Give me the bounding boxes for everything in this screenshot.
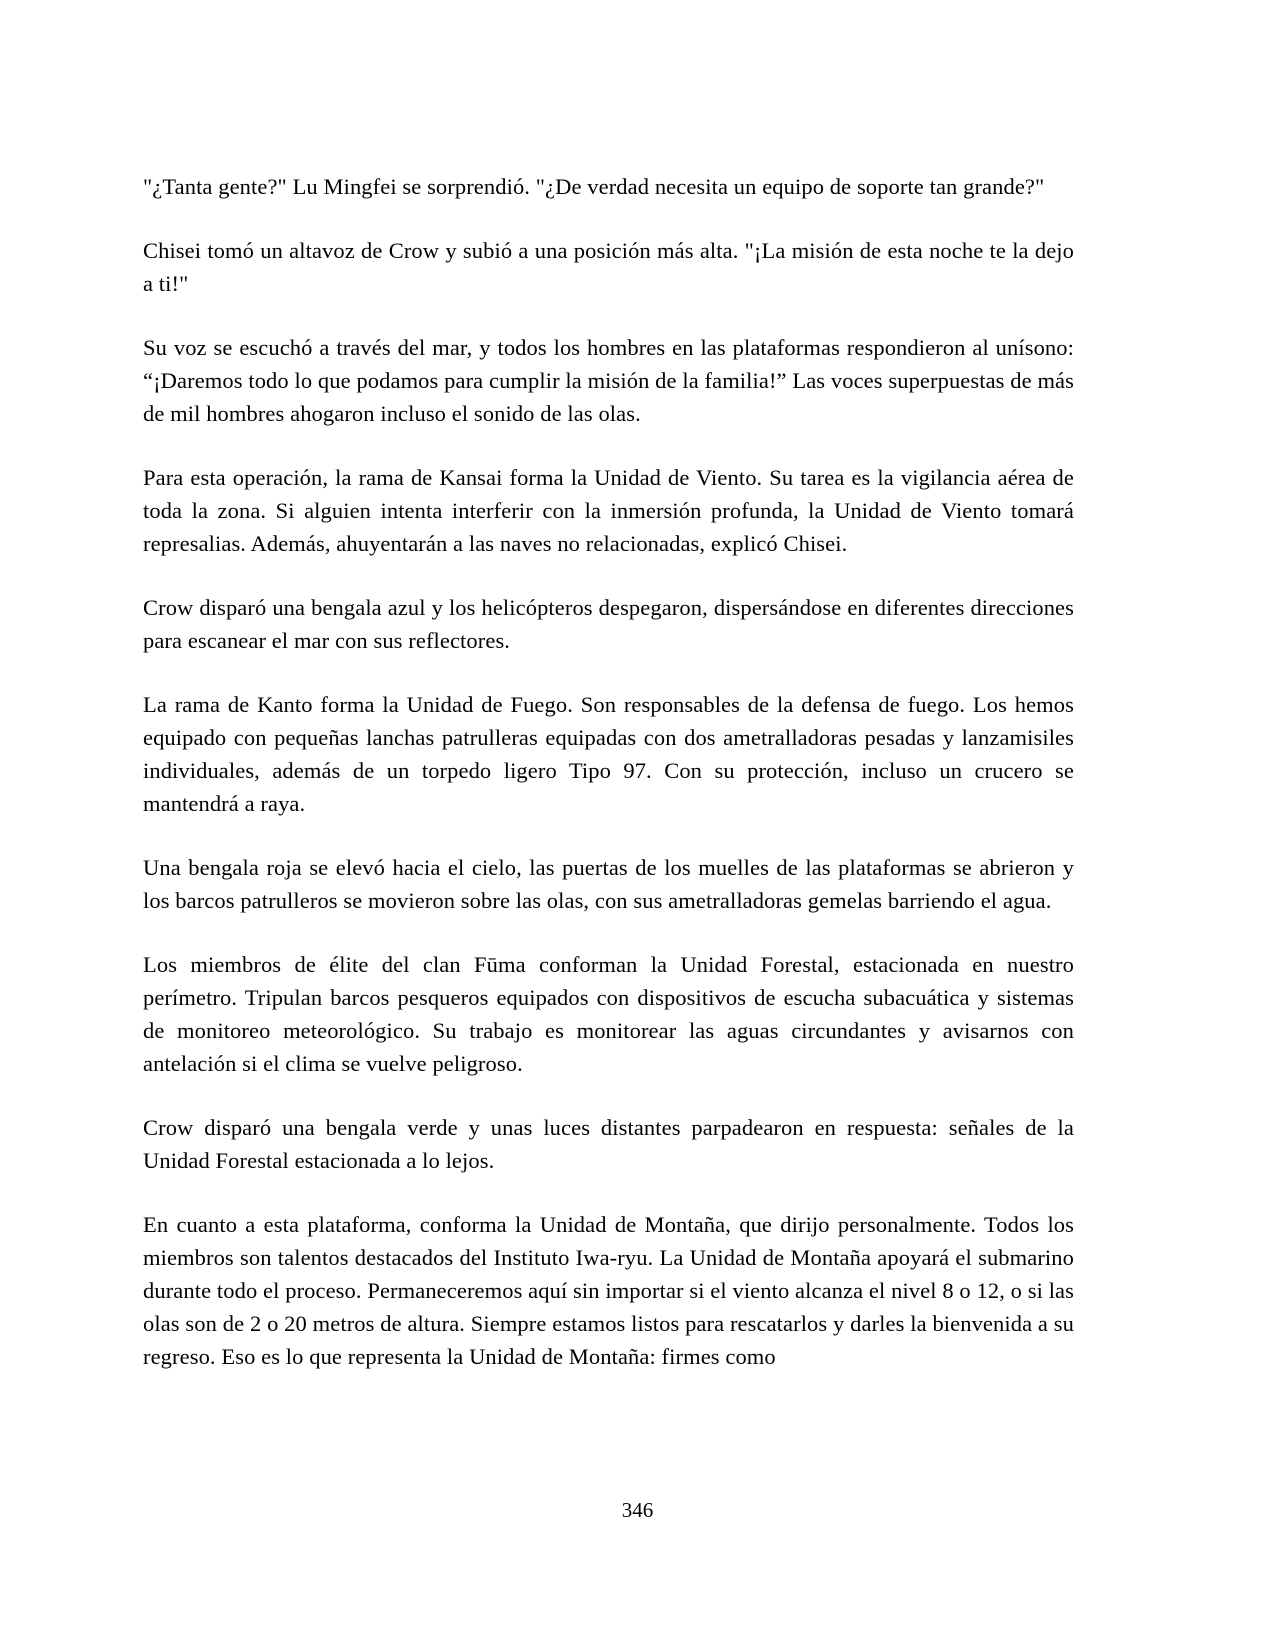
paragraph: "¿Tanta gente?" Lu Mingfei se sorprendió. "¿De verdad necesita un equipo de soporte tan grande?" [143, 174, 1045, 199]
paragraph: Para esta operación, la rama de Kansai forma la Unidad de Viento. Su tarea es la vigilancia aérea de toda la zona. Si alguien intenta interferir con la inmersión profunda, la Unidad de Viento tomará represalias. Además, ahuyentarán a las naves no relacionadas, explicó Chisei. [143, 465, 1074, 556]
paragraph: Chisei tomó un altavoz de Crow y subió a una posición más alta. "¡La misión de esta noche te la dejo a ti!" [143, 238, 1074, 296]
text-block [143, 170, 1074, 1404]
paragraph: Crow disparó una bengala azul y los helicópteros despegaron, dispersándose en diferentes direcciones para escanear el mar con sus reflectores. [143, 595, 1074, 653]
paragraph: Crow disparó una bengala verde y unas luces distantes parpadearon en respuesta: señales de la Unidad Forestal estacionada a lo lejos. [143, 1115, 1074, 1173]
paragraph: Los miembros de élite del clan Fūma conforman la Unidad Forestal, estacionada en nuestro perímetro. Tripulan barcos pesqueros equipados con dispositivos de escucha subacuática y sistemas de monitoreo meteorológico. Su trabajo es monitorear las aguas circundantes y avisarnos con antelación si el clima se vuelve peligroso. [143, 952, 1074, 1076]
paragraph: En cuanto a esta plataforma, conforma la Unidad de Montaña, que dirijo personalmente. Todos los miembros son talentos destacados del Instituto Iwa-ryu. La Unidad de Montaña apoyará el submarino durante todo el proceso. Permaneceremos aquí sin importar si el viento alcanza el nivel 8 o 12, o si las olas son de 2 o 20 metros de altura. Siempre estamos listos para rescatarlos y darles la bienvenida a su regreso. Eso es lo que representa la Unidad de Montaña: firmes como [143, 1212, 1074, 1369]
paragraph: Su voz se escuchó a través del mar, y todos los hombres en las plataformas respondieron al unísono: “¡Daremos todo lo que podamos para cumplir la misión de la familia!” Las voces superpuestas de más de mil hombres ahogaron incluso el sonido de las olas. [143, 335, 1074, 426]
paragraph: La rama de Kanto forma la Unidad de Fuego. Son responsables de la defensa de fuego. Los hemos equipado con pequeñas lanchas patrulleras equipadas con dos ametralladoras pesadas y lanzamisiles individuales, además de un torpedo ligero Tipo 97. Con su protección, incluso un crucero se mantendrá a raya. [143, 692, 1074, 816]
page-number: 346 [621, 1498, 654, 1522]
paragraph: Una bengala roja se elevó hacia el cielo, las puertas de los muelles de las plataformas se abrieron y los barcos patrulleros se movieron sobre las olas, con sus ametralladoras gemelas barriendo el agua. [143, 855, 1074, 913]
